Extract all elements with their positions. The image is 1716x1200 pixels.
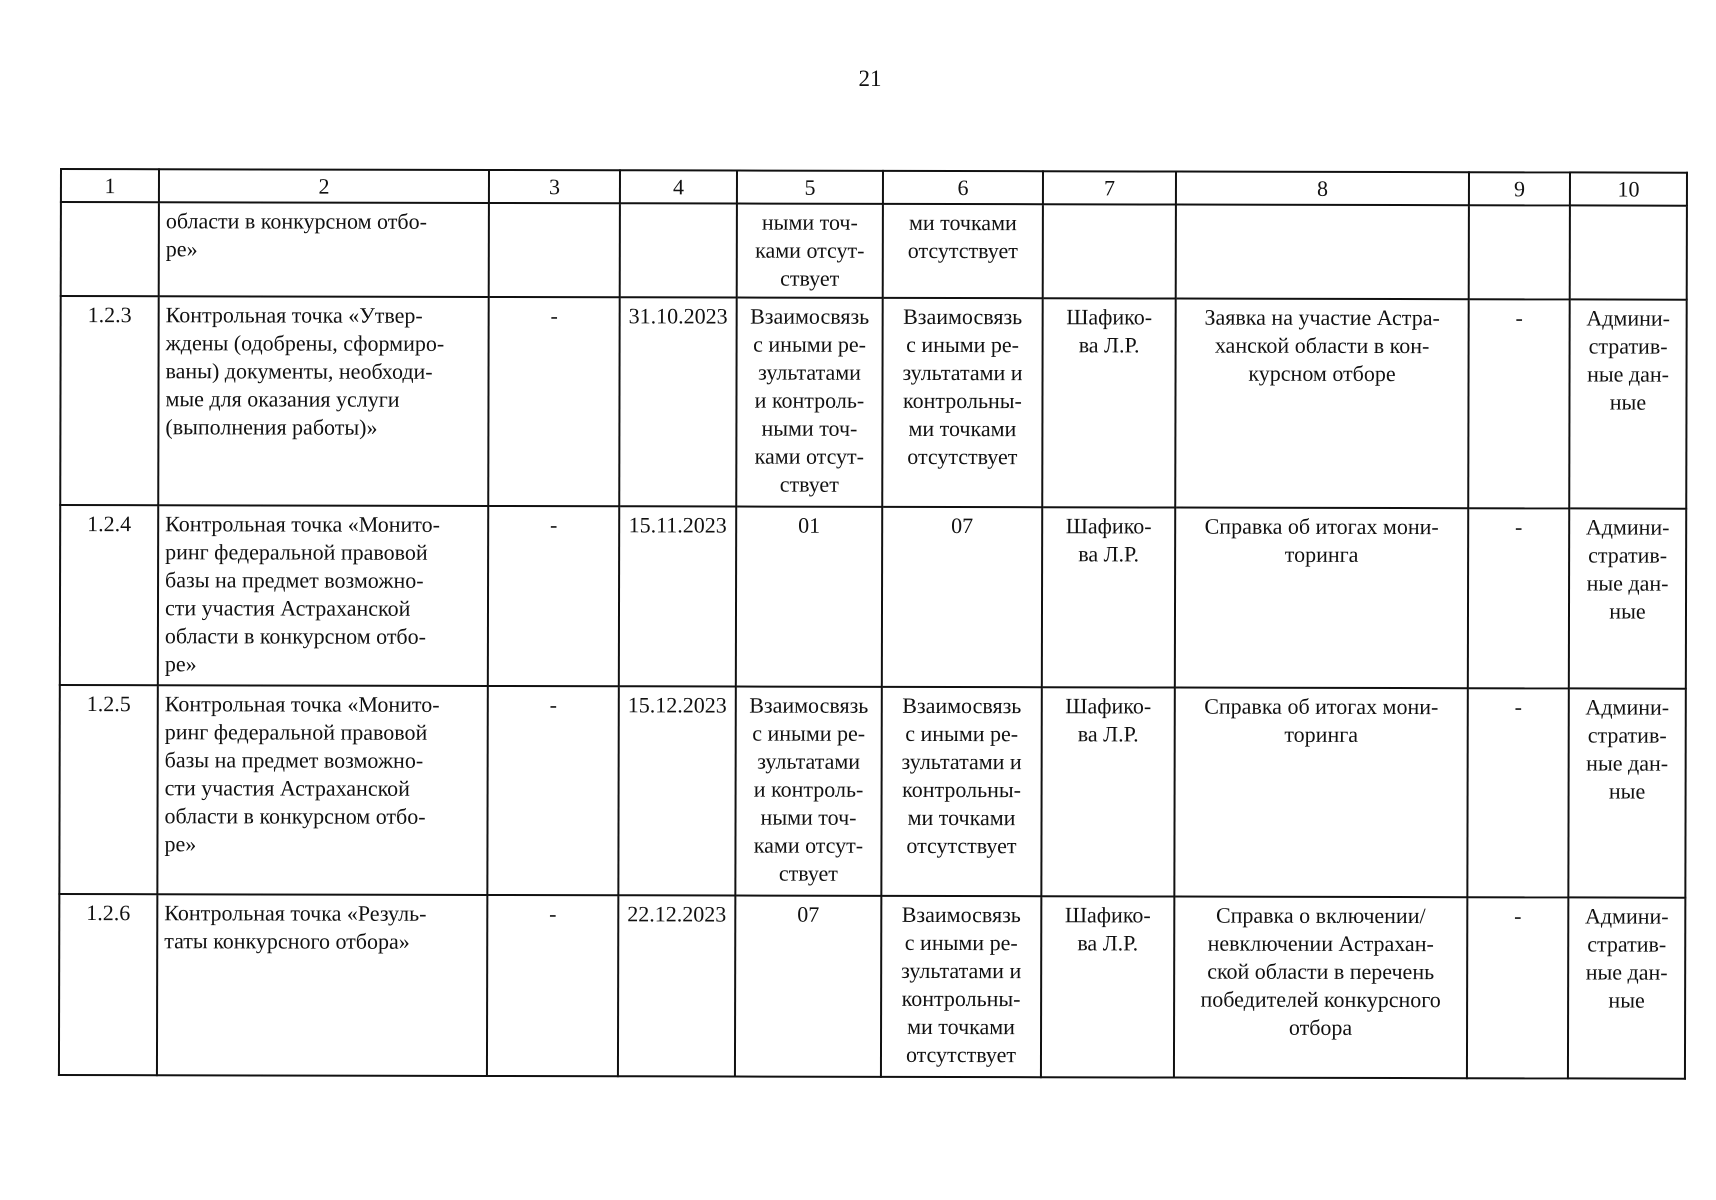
control-points-table <box>58 168 1688 1080</box>
cell-col-6: 07 <box>882 507 1042 687</box>
header-col-2: 2 <box>159 169 489 203</box>
cell-col-10 <box>1570 205 1687 299</box>
table-row <box>59 894 1685 1079</box>
cell-col-3 <box>489 203 620 297</box>
header-col-8: 8 <box>1176 172 1469 206</box>
cell-col-4: 15.12.2023 <box>618 686 735 895</box>
cell-col-9: - <box>1468 299 1569 508</box>
cell-col-6: Взаимосвязь с иными ре- зультатами и контрольны- ми точками отсутствует <box>882 298 1042 507</box>
cell-col-8: Справка о включении/ невключении Астрахан- ской области в перечень победителей конкурсного отбора <box>1174 897 1467 1079</box>
cell-col-7: Шафико- ва Л.Р. <box>1042 507 1175 687</box>
table-row <box>59 685 1685 898</box>
header-col-3: 3 <box>489 170 620 203</box>
table-row <box>60 296 1686 509</box>
cell-col-5: Взаимосвязь с иными ре- зультатами и контроль- ными точ- ками отсут- ствует <box>735 687 881 896</box>
header-col-10: 10 <box>1570 172 1687 205</box>
cell-col-8: Заявка на участие Астра- ханской области в кон- курсном отборе <box>1175 299 1468 509</box>
cell-col-5: 01 <box>736 507 882 687</box>
cell-col-6: ми точками отсутствует <box>883 204 1043 298</box>
cell-col-2: Контрольная точка «Монито- ринг федеральной правовой базы на предмет возможно- сти участия Астраханской области в конкурсном отбо- ре» <box>157 685 487 895</box>
cell-col-7: Шафико- ва Л.Р. <box>1041 687 1174 896</box>
cell-col-1: 1.2.3 <box>60 296 158 505</box>
cell-col-4 <box>620 203 737 297</box>
header-col-5: 5 <box>737 171 883 204</box>
cell-col-9 <box>1469 205 1570 299</box>
cell-col-6: Взаимосвязь с иными ре- зультатами и контрольны- ми точками отсутствует <box>881 687 1041 896</box>
header-col-4: 4 <box>620 170 737 203</box>
cell-col-10: Админи- стратив- ные дан- ные <box>1569 299 1686 508</box>
cell-col-9: - <box>1467 897 1568 1078</box>
cell-col-1: 1.2.5 <box>59 685 157 894</box>
page-number: 21 <box>858 66 882 91</box>
cell-col-3: - <box>487 686 618 895</box>
header-col-6: 6 <box>883 171 1043 204</box>
cell-col-8: Справка об итогах мони- торинга <box>1175 508 1468 689</box>
cell-col-7 <box>1043 204 1176 298</box>
cell-col-2: Контрольная точка «Монито- ринг федеральной правовой базы на предмет возможно- сти участия Астраханской области в конкурсном отбо- ре» <box>158 505 488 686</box>
cell-col-7: Шафико- ва Л.Р. <box>1041 896 1174 1077</box>
header-row <box>61 169 1687 206</box>
cell-col-2: Контрольная точка «Резуль- таты конкурсного отбора» <box>157 894 487 1076</box>
cell-col-3: - <box>487 895 618 1076</box>
cell-col-5: 07 <box>735 896 881 1077</box>
cell-col-1 <box>61 202 159 296</box>
cell-col-10: Админи- стратив- ные дан- ные <box>1568 897 1685 1078</box>
cell-col-3: - <box>488 297 619 506</box>
cell-col-10: Админи- стратив- ные дан- ные <box>1568 688 1685 897</box>
header-col-7: 7 <box>1043 171 1176 204</box>
cell-col-1: 1.2.4 <box>60 505 158 685</box>
cell-col-5: Взаимосвязь с иными ре- зультатами и контроль- ными точ- ками отсут- ствует <box>736 298 882 507</box>
cell-col-5: ными точ- ками отсут- ствует <box>737 204 883 298</box>
cell-col-3: - <box>488 506 619 686</box>
header-col-9: 9 <box>1469 172 1570 205</box>
header-col-1: 1 <box>61 169 159 202</box>
table-row <box>61 202 1687 300</box>
table-row <box>60 505 1686 689</box>
cell-col-4: 22.12.2023 <box>618 895 735 1076</box>
cell-col-8 <box>1176 205 1469 300</box>
cell-col-2: Контрольная точка «Утвер- ждены (одобрены, сформиро- ваны) документы, необходи- мые для оказания услуги (выполнения работы)» <box>158 296 488 506</box>
cell-col-4: 15.11.2023 <box>619 506 736 686</box>
cell-col-9: - <box>1468 508 1569 688</box>
cell-col-1: 1.2.6 <box>59 894 157 1075</box>
cell-col-2: области в конкурсном отбо- ре» <box>159 202 489 297</box>
cell-col-9: - <box>1467 688 1568 897</box>
cell-col-10: Админи- стратив- ные дан- ные <box>1569 508 1686 688</box>
cell-col-8: Справка об итогах мони- торинга <box>1174 688 1467 898</box>
cell-col-7: Шафико- ва Л.Р. <box>1042 298 1175 507</box>
cell-col-6: Взаимосвязь с иными ре- зультатами и контрольны- ми точками отсутствует <box>881 896 1041 1077</box>
cell-col-4: 31.10.2023 <box>619 297 736 506</box>
